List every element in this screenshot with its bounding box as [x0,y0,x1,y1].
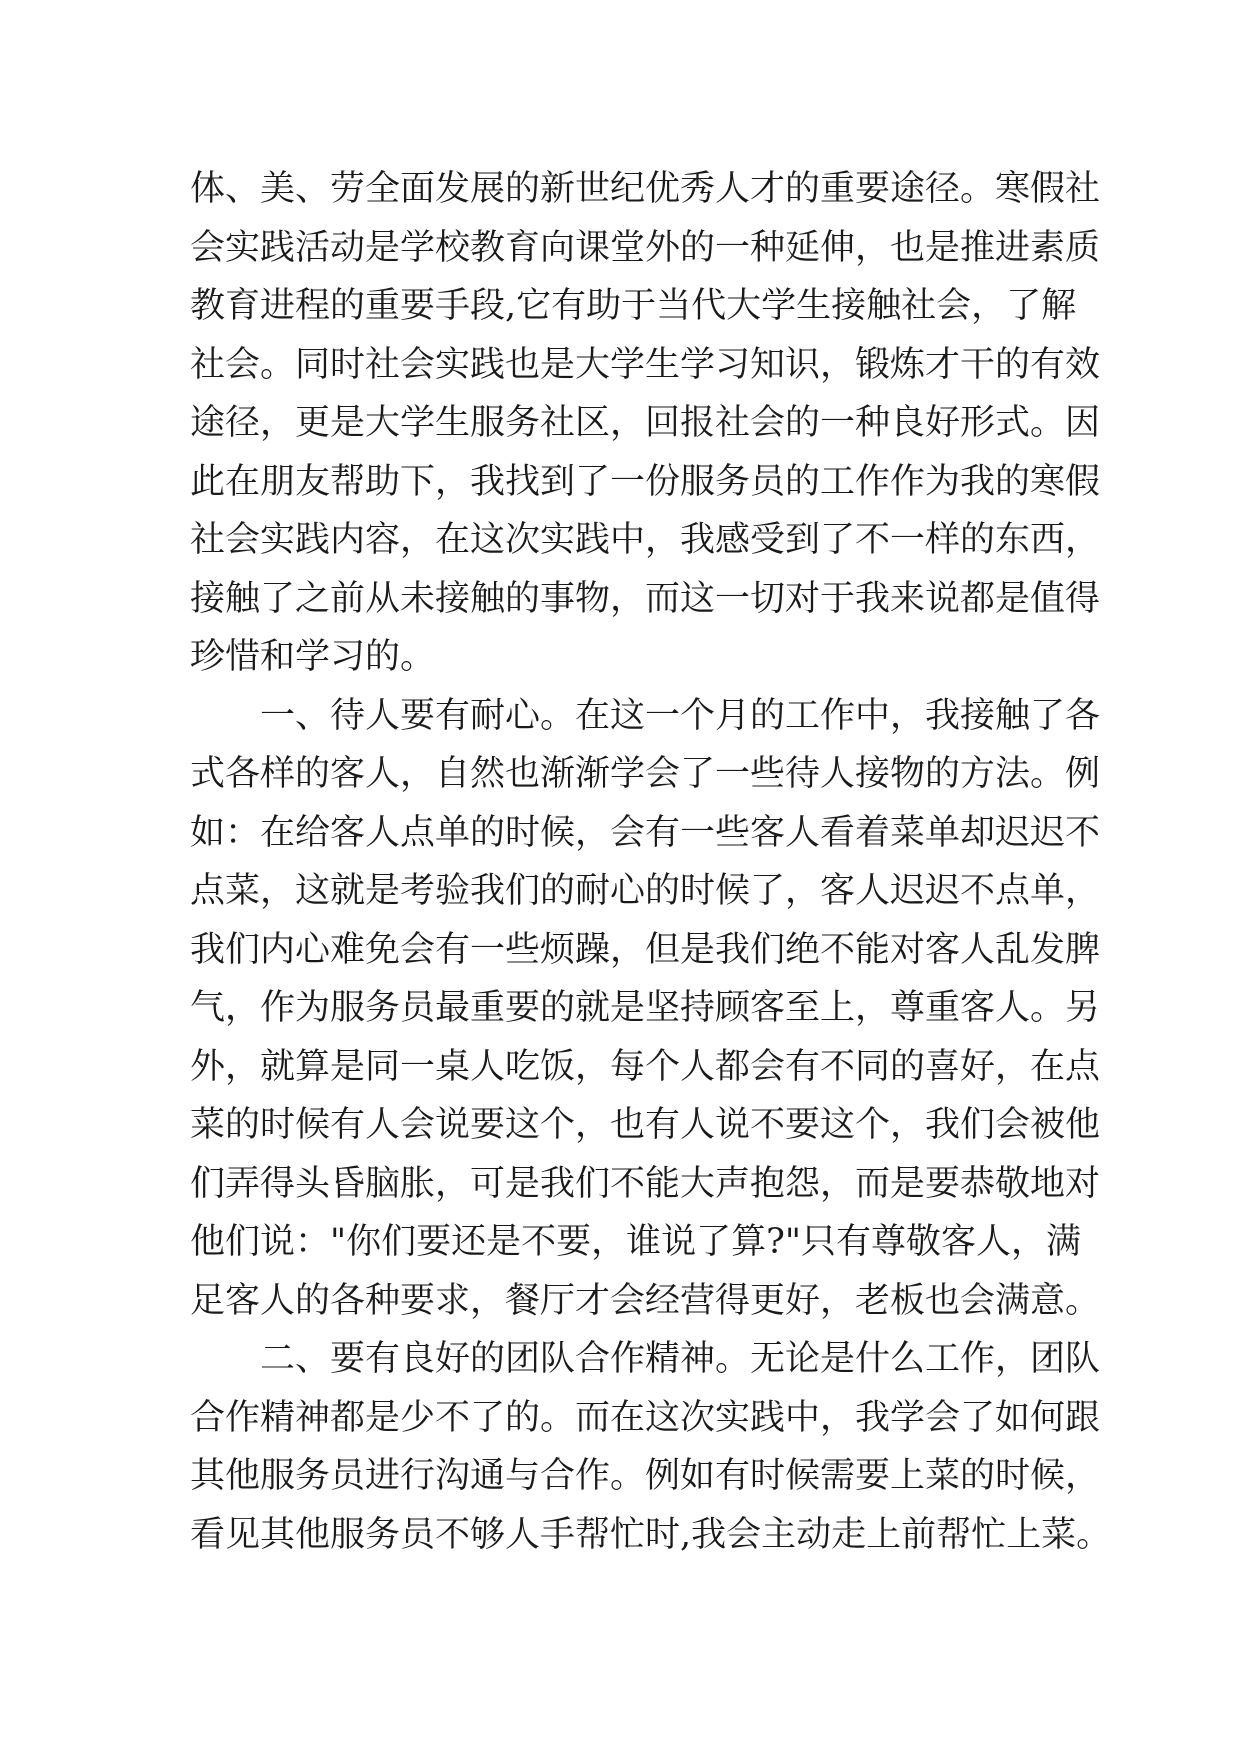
text-line: 如：在给客人点单的时候，会有一些客人看着菜单却迟迟不 [190,812,1101,853]
text-line: 们弄得头昏脑胀，可是我们不能大声抱怨，而是要恭敬地对 [190,1163,1101,1204]
text-line: 其他服务员进行沟通与合作。例如有时候需要上菜的时候， [190,1456,1101,1496]
text-line: 看见其他服务员不够人手帮忙时,我会主动走上前帮忙上菜。 [190,1514,1112,1555]
text-line: 二、要有良好的团队合作精神。无论是什么工作，团队 [260,1339,1101,1379]
text-line: 气，作为服务员最重要的就是坚持顾客至上，尊重客人。另 [190,988,1101,1028]
text-line: 接触了之前从未接触的事物，而这一切对于我来说都是值得 [190,578,1101,619]
text-line: 一、待人要有耐心。在这一个月的工作中，我接触了各 [260,695,1101,736]
text-line: 会实践活动是学校教育向课堂外的一种延伸，也是推进素质 [190,227,1101,268]
body-text [190,160,1112,1564]
text-line: 社会。同时社会实践也是大学生学习知识，锻炼才干的有效 [190,344,1101,385]
text-line: 珍惜和学习的。 [190,637,436,677]
text-line: 教育进程的重要手段,它有助于当代大学生接触社会，了解 [190,286,1077,326]
text-line: 此在朋友帮助下，我找到了一份服务员的工作作为我的寒假 [190,461,1101,502]
text-line: 途径，更是大学生服务社区，回报社会的一种良好形式。因 [190,403,1101,443]
text-line: 式各样的客人，自然也渐渐学会了一些待人接物的方法。例 [190,754,1101,794]
text-line: 外，就算是同一桌人吃饭，每个人都会有不同的喜好，在点 [190,1046,1101,1087]
text-line: 体、美、劳全面发展的新世纪优秀人才的重要途径。寒假社 [190,169,1101,209]
text-line: 菜的时候有人会说要这个，也有人说不要这个，我们会被他 [190,1105,1101,1145]
text-line: 足客人的各种要求，餐厅才会经营得更好，老板也会满意。 [190,1280,1101,1321]
text-line: 社会实践内容，在这次实践中，我感受到了不一样的东西， [190,520,1101,560]
text-line: 点菜，这就是考验我们的耐心的时候了，客人迟迟不点单， [190,871,1101,911]
text-line: 他们说："你们要还是不要，谁说了算?"只有尊敬客人，满 [190,1222,1081,1262]
text-line: 我们内心难免会有一些烦躁，但是我们绝不能对客人乱发脾 [190,929,1101,970]
text-line: 合作精神都是少不了的。而在这次实践中，我学会了如何跟 [190,1397,1101,1438]
